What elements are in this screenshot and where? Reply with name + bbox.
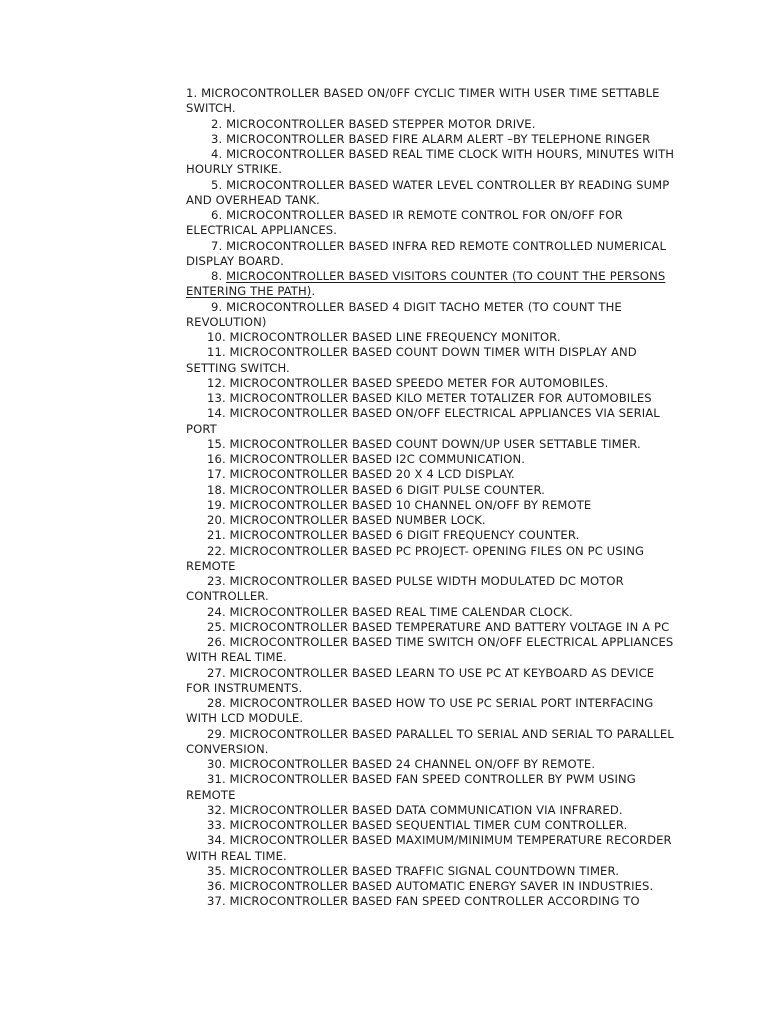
item-text: MICROCONTROLLER BASED COUNT DOWN TIMER WITH DISPLAY AND SETTING SWITCH. [186,345,637,375]
item-number: 34. [207,833,226,848]
item-number: 22. [207,543,226,558]
item-text: MICROCONTROLLER BASED REAL TIME CALENDAR CLOCK. [229,604,573,619]
item-text: MICROCONTROLLER BASED I2C COMMUNICATION. [229,452,526,466]
list-item [186,147,678,178]
list-item [186,498,678,513]
item-text: MICROCONTROLLER BASED DATA COMMUNICATION VIA INFRARED. [229,802,623,817]
list-item [186,757,678,772]
item-number: 12. [207,375,226,390]
item-text: MICROCONTROLLER BASED ON/0FF CYCLIC TIMER WITH USER TIME SETTABLE SWITCH. [186,86,660,116]
item-number: 7. [211,238,223,253]
list-item [186,437,678,452]
item-text: MICROCONTROLLER BASED 20 X 4 LCD DISPLAY. [229,467,515,482]
item-text: MICROCONTROLLER BASED TRAFFIC SIGNAL COUNTDOWN TIMER. [229,863,620,878]
item-text: MICROCONTROLLER BASED COUNT DOWN/UP USER SETTABLE TIMER. [229,436,641,451]
list-item [186,513,678,528]
item-text: MICROCONTROLLER BASED HOW TO USE PC SERIAL PORT INTERFACING WITH LCD MODULE. [186,696,654,726]
list-item [186,544,678,575]
item-number: 27. [207,665,226,680]
list-item [186,330,678,345]
item-number: 8. [211,269,223,283]
item-text: MICROCONTROLLER BASED 10 CHANNEL ON/OFF BY REMOTE [229,497,592,512]
list-item [186,86,678,117]
list-item [186,605,678,620]
item-number: 9. [211,299,223,314]
item-text: MICROCONTROLLER BASED FAN SPEED CONTROLLER ACCORDING TO [229,894,640,909]
item-number: 29. [207,726,226,741]
list-item [186,269,678,300]
item-number: 17. [207,467,226,482]
item-number: 18. [207,482,226,497]
list-item [186,833,678,864]
item-number: 36. [207,879,226,893]
list-item [186,391,678,406]
item-number: 30. [207,757,226,771]
item-text: MICROCONTROLLER BASED 6 DIGIT PULSE COUNTER. [229,482,545,497]
list-item [186,208,678,239]
item-text: MICROCONTROLLER BASED TEMPERATURE AND BATTERY VOLTAGE IN A PC [229,619,670,634]
item-number: 35. [207,863,226,878]
list-item [186,117,678,132]
item-number: 24. [207,604,226,619]
list-item [186,345,678,376]
list-item [186,376,678,391]
list-item [186,635,678,666]
item-number: 16. [207,452,226,466]
item-text: MICROCONTROLLER BASED IR REMOTE CONTROL FOR ON/OFF FOR ELECTRICAL APPLIANCES. [186,208,623,238]
item-number: 21. [207,528,226,543]
list-item [186,894,678,909]
item-number: 26. [207,635,226,649]
list-item [186,620,678,635]
list-item [186,452,678,467]
list-item [186,803,678,818]
item-text: MICROCONTROLLER BASED WATER LEVEL CONTROLLER BY READING SUMP AND OVERHEAD TANK. [186,177,670,207]
item-text: MICROCONTROLLER BASED 6 DIGIT FREQUENCY COUNTER. [229,528,580,543]
list-item [186,879,678,894]
item-text: MICROCONTROLLER BASED 4 DIGIT TACHO METER (TO COUNT THE REVOLUTION) [186,299,622,329]
item-text: MICROCONTROLLER BASED FIRE ALARM ALERT –BY TELEPHONE RINGER [226,131,651,146]
item-text: MICROCONTROLLER BASED NUMBER LOCK. [229,513,486,527]
item-number: 2. [211,116,223,131]
item-number: 37. [207,894,226,909]
item-text: MICROCONTROLLER BASED ON/OFF ELECTRICAL APPLIANCES VIA SERIAL PORT [186,406,660,436]
item-number: 32. [207,802,226,817]
item-text: MICROCONTROLLER BASED 24 CHANNEL ON/OFF BY REMOTE. [229,757,596,771]
item-number: 13. [207,391,226,405]
item-number: 10. [207,330,226,344]
item-tail: . [311,284,316,299]
item-text: MICROCONTROLLER BASED FAN SPEED CONTROLLER BY PWM USING REMOTE [186,772,636,802]
list-item [186,132,678,147]
item-text: MICROCONTROLLER BASED SPEEDO METER FOR AUTOMOBILES. [229,375,609,390]
list-item [186,528,678,543]
item-text: MICROCONTROLLER BASED LINE FREQUENCY MONITOR. [229,330,561,344]
item-text: MICROCONTROLLER BASED REAL TIME CLOCK WITH HOURS, MINUTES WITH HOURLY STRIKE. [186,147,675,177]
item-text: MICROCONTROLLER BASED TIME SWITCH ON/OFF ELECTRICAL APPLIANCES WITH REAL TIME. [186,635,674,665]
item-text: MICROCONTROLLER BASED LEARN TO USE PC AT KEYBOARD AS DEVICE FOR INSTRUMENTS. [186,665,655,695]
list-item [186,772,678,803]
list-item [186,574,678,605]
project-list [186,86,678,910]
item-text: MICROCONTROLLER BASED PULSE WIDTH MODULATED DC MOTOR CONTROLLER. [186,574,624,604]
item-number: 14. [207,406,226,421]
item-number: 31. [207,772,226,787]
item-text-link[interactable]: MICROCONTROLLER BASED VISITORS COUNTER (TO COUNT THE PERSONS ENTERING THE PATH) [186,269,666,299]
list-item [186,406,678,437]
list-item [186,239,678,270]
item-text: MICROCONTROLLER BASED SEQUENTIAL TIMER CUM CONTROLLER. [229,818,628,832]
item-number: 28. [207,696,226,710]
item-text: MICROCONTROLLER BASED INFRA RED REMOTE CONTROLLED NUMERICAL DISPLAY BOARD. [186,238,667,268]
list-item [186,727,678,758]
item-text: MICROCONTROLLER BASED STEPPER MOTOR DRIVE. [226,116,536,131]
list-item [186,483,678,498]
item-text: MICROCONTROLLER BASED PARALLEL TO SERIAL AND SERIAL TO PARALLEL CONVERSION. [186,726,674,756]
item-number: 33. [207,818,226,832]
list-item [186,300,678,331]
item-text: MICROCONTROLLER BASED KILO METER TOTALIZER FOR AUTOMOBILES [229,391,652,405]
item-number: 5. [211,177,223,192]
list-item [186,178,678,209]
item-number: 23. [207,574,226,588]
item-text: MICROCONTROLLER BASED PC PROJECT- OPENING FILES ON PC USING REMOTE [186,543,645,573]
item-number: 11. [207,345,226,360]
list-item [186,467,678,482]
item-number: 19. [207,497,226,512]
item-number: 15. [207,436,226,451]
item-number: 6. [211,208,223,222]
list-item [186,818,678,833]
list-item [186,864,678,879]
item-number: 20. [207,513,226,527]
item-text: MICROCONTROLLER BASED AUTOMATIC ENERGY SAVER IN INDUSTRIES. [229,879,654,893]
list-item [186,696,678,727]
item-number: 3. [211,131,223,146]
item-number: 4. [211,147,223,161]
item-number: 25. [207,619,226,634]
item-number: 1. [186,86,198,100]
item-text: MICROCONTROLLER BASED MAXIMUM/MINIMUM TEMPERATURE RECORDER WITH REAL TIME. [186,833,672,863]
list-item [186,666,678,697]
